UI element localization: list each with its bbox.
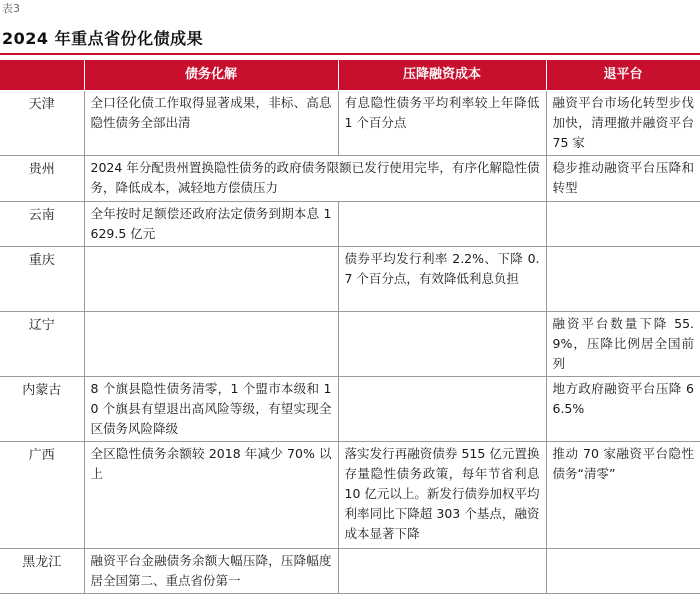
debt-cell [84,247,338,312]
region-cell: 广西 [0,442,84,549]
debt-cell [84,312,338,377]
exit-cell: 推动 70 家融资平台隐性债务“清零” [546,442,700,549]
exit-cell [546,202,700,247]
table-row [0,377,700,442]
region-cell: 天津 [0,91,84,156]
cost-cell: 落实发行再融资债券 515 亿元置换存量隐性债务政策，每年节省利息 10 亿元以上。新发行债券加权平均利率同比下降超 303 个基点，融资成本显著下降 [338,442,546,549]
table-row [0,91,700,156]
merged-cell: 2024 年分配贵州置换隐性债务的政府债务限额已发行使用完毕，有序化解隐性债务，降低成本，减轻地方偿债压力 [84,156,546,202]
cost-cell: 有息隐性债务平均利率较上年降低 1 个百分点 [338,91,546,156]
header-debt-resolution: 债务化解 [84,60,338,91]
exit-cell [546,549,700,594]
debt-cell: 8 个旗县隐性债务清零，1 个盟市本级和 10 个旗县有望退出高风险等级，有望实现全区债务风险降级 [84,377,338,442]
page-title: 2024 年重点省份化债成果 [2,29,204,48]
region-cell: 内蒙古 [0,377,84,442]
table-row [0,442,700,549]
exit-cell: 融资平台市场化转型步伐加快，清理撤并融资平台 75 家 [546,91,700,156]
debt-cell: 融资平台金融债务余额大幅压降，压降幅度居全国第二、重点省份第一 [84,549,338,594]
exit-cell: 融资平台数量下降 55.9%，压降比例居全国前列 [546,312,700,377]
region-cell: 重庆 [0,247,84,312]
header-platform-exit: 退平台 [546,60,700,91]
table-row [0,156,700,202]
exit-cell: 稳步推动融资平台压降和转型 [546,156,700,202]
exit-cell [546,247,700,312]
cost-cell: 债券平均发行利率 2.2%、下降 0.7 个百分点，有效降低利息负担 [338,247,546,312]
table-row [0,549,700,594]
table-row [0,202,700,247]
cost-cell [338,377,546,442]
region-cell: 贵州 [0,156,84,202]
results-table [0,59,700,594]
table-label: 表3 [2,2,20,15]
header-cost-reduction: 压降融资成本 [338,60,546,91]
region-cell: 黑龙江 [0,549,84,594]
cost-cell [338,202,546,247]
table-row [0,312,700,377]
title-divider [0,53,700,55]
header-region [0,60,84,91]
debt-cell: 全口径化债工作取得显著成果，非标、高息隐性债务全部出清 [84,91,338,156]
debt-cell: 全年按时足额偿还政府法定债务到期本息 1629.5 亿元 [84,202,338,247]
debt-cell: 全区隐性债务余额较 2018 年减少 70% 以上 [84,442,338,549]
table-header-row [0,60,700,91]
exit-cell: 地方政府融资平台压降 66.5% [546,377,700,442]
region-cell: 云南 [0,202,84,247]
table-row [0,247,700,312]
cost-cell [338,549,546,594]
region-cell: 辽宁 [0,312,84,377]
cost-cell [338,312,546,377]
